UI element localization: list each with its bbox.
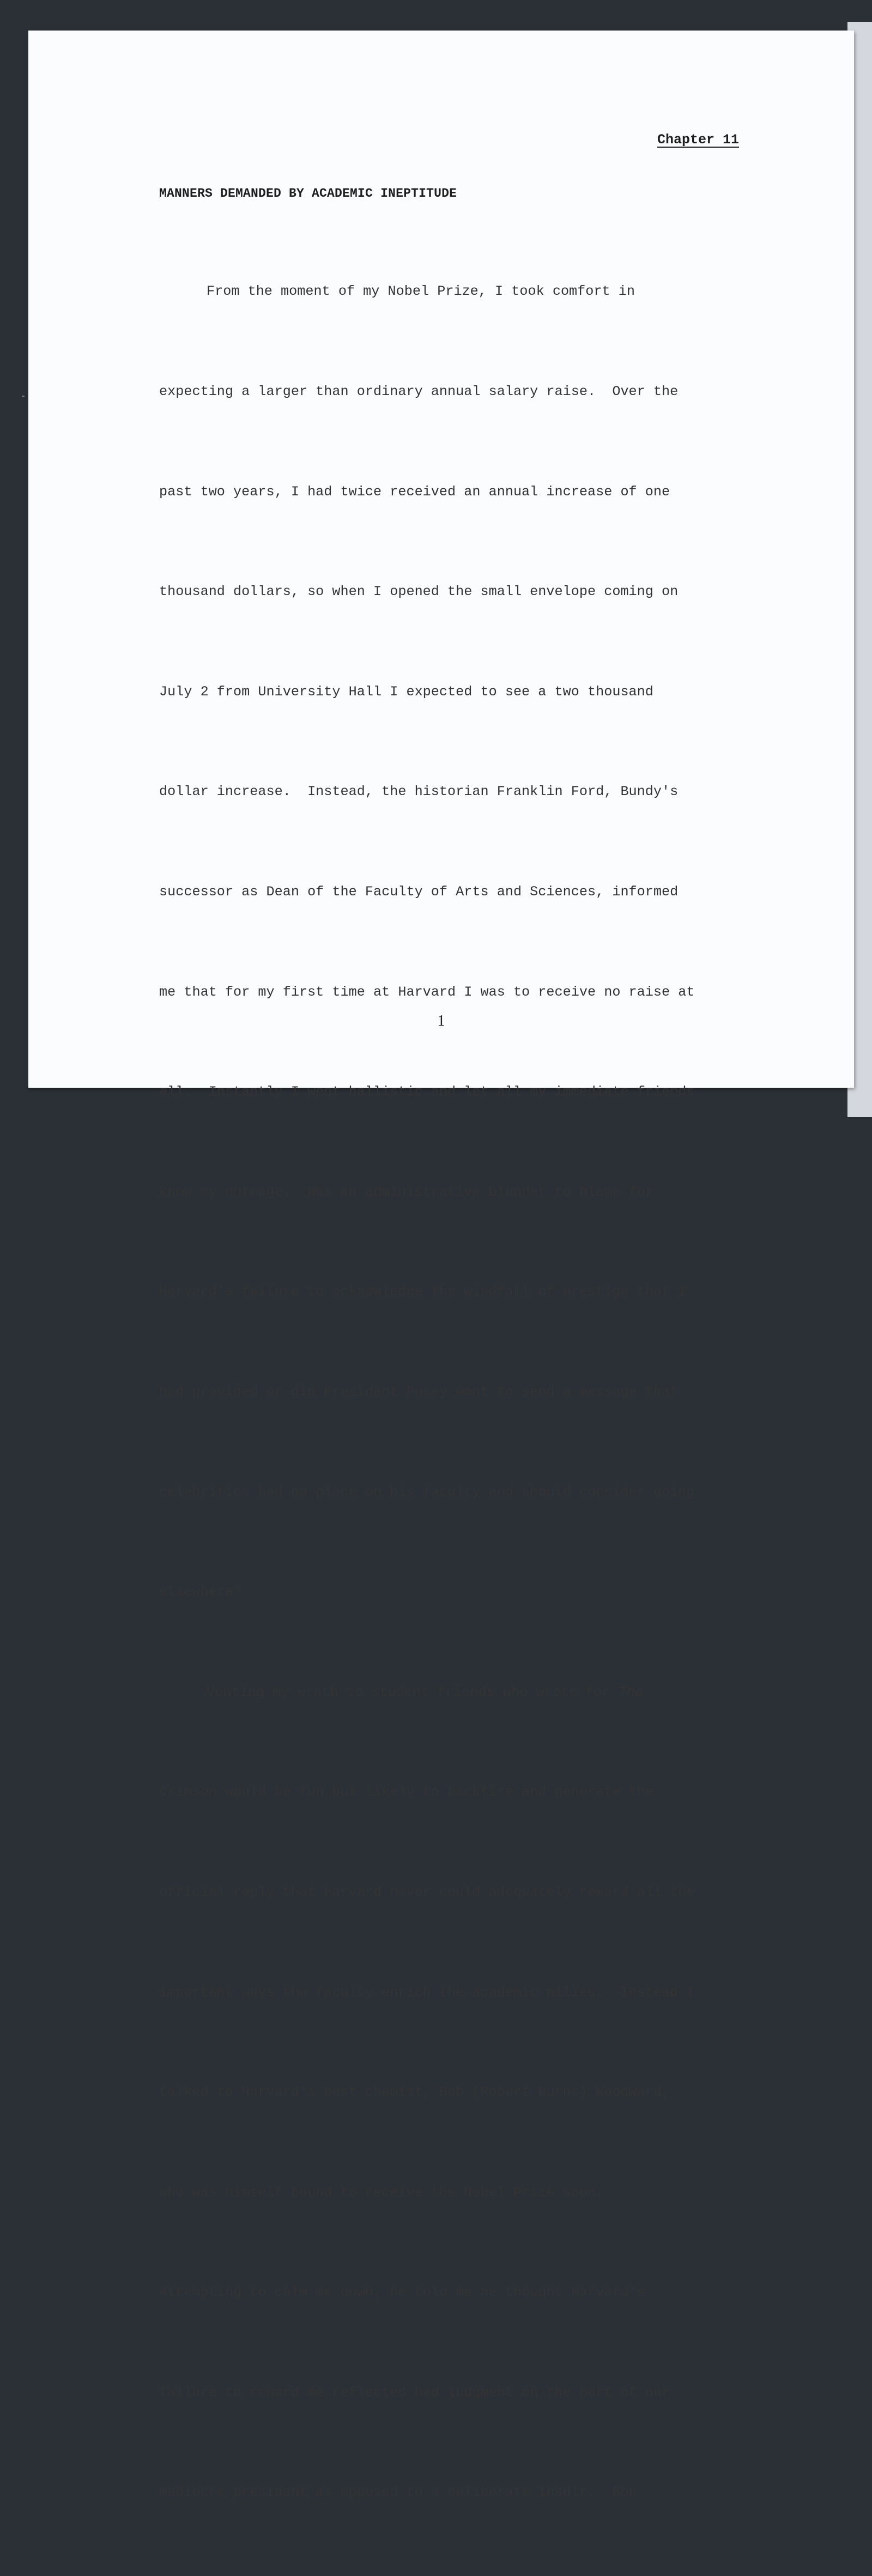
document-page bbox=[28, 31, 854, 2501]
text-line: July 2 from University Hall I expected to see a two thousand bbox=[159, 683, 653, 700]
text-line: mediocre president as opposed to a deliberate insult. Bob bbox=[159, 2484, 637, 2501]
text-line: who was himself bound to receive the Nobel Prize soon. bbox=[159, 2184, 604, 2201]
italic-title: Crimson bbox=[159, 1784, 217, 1801]
text-line: failure to reward me reflected bad judgment on the part of our bbox=[159, 2384, 670, 2401]
text-line: expecting a larger than ordinary annual salary raise. Over the bbox=[159, 384, 679, 399]
text-line: important ways the faculty enrich the academic milieu. Instead I bbox=[159, 1984, 695, 2001]
text-line: successor as Dean of the Faculty of Arts and Sciences, informed bbox=[159, 883, 679, 900]
text-line: Attempting to calm me down, he told me he thought Harvard’s bbox=[159, 2284, 645, 2301]
chapter-label: Chapter 11 bbox=[657, 132, 739, 148]
text-line: talked to Harvard's best chemist, Bob (Robert Burns) Woodward, bbox=[159, 2084, 670, 2101]
body-text bbox=[159, 208, 759, 2576]
section-heading: MANNERS DEMANDED BY ACADEMIC INEPTITUDE bbox=[159, 186, 457, 201]
text-line bbox=[159, 1676, 759, 1709]
page-number: 1 bbox=[437, 1013, 445, 1029]
text-line: Harvard’s failure to acknowledge the windfall of prestige that I bbox=[159, 1284, 687, 1300]
italic-title: The bbox=[618, 1684, 644, 1700]
text-line: all. Instantly I went ballistic and let all my immediate friends bbox=[159, 1084, 695, 1100]
text-line: From the moment of my Nobel Prize, I took comfort in bbox=[207, 283, 635, 300]
text-line: official reply that Harvard never could adequately reward all the bbox=[159, 1884, 695, 1900]
text-line: me that for my first time at Harvard I was to receive no raise at bbox=[159, 984, 695, 1000]
text-line: elsewhere? bbox=[159, 1584, 242, 1601]
text-line: thousand dollars, so when I opened the small envelope coming on bbox=[159, 584, 679, 600]
scan-mark bbox=[22, 396, 25, 397]
text-line: dollar increase. Instead, the historian Franklin Ford, Bundy's bbox=[159, 784, 679, 800]
text-line: know my outrage. Was an administrative blunder to blame for bbox=[159, 1184, 653, 1200]
text-line: had provided or did President Pusey want to send a message that bbox=[159, 1384, 679, 1400]
text-line bbox=[159, 1775, 759, 1809]
text-line: celebrities had no place on his faculty and should consider going bbox=[159, 1484, 695, 1500]
text-span: would be fun but likely to backfire and generate the bbox=[216, 1784, 653, 1801]
text-line: past two years, I had twice received an annual increase of one bbox=[159, 483, 670, 500]
text-span: Venting my wrath to student friends who wrote for bbox=[207, 1684, 619, 1700]
